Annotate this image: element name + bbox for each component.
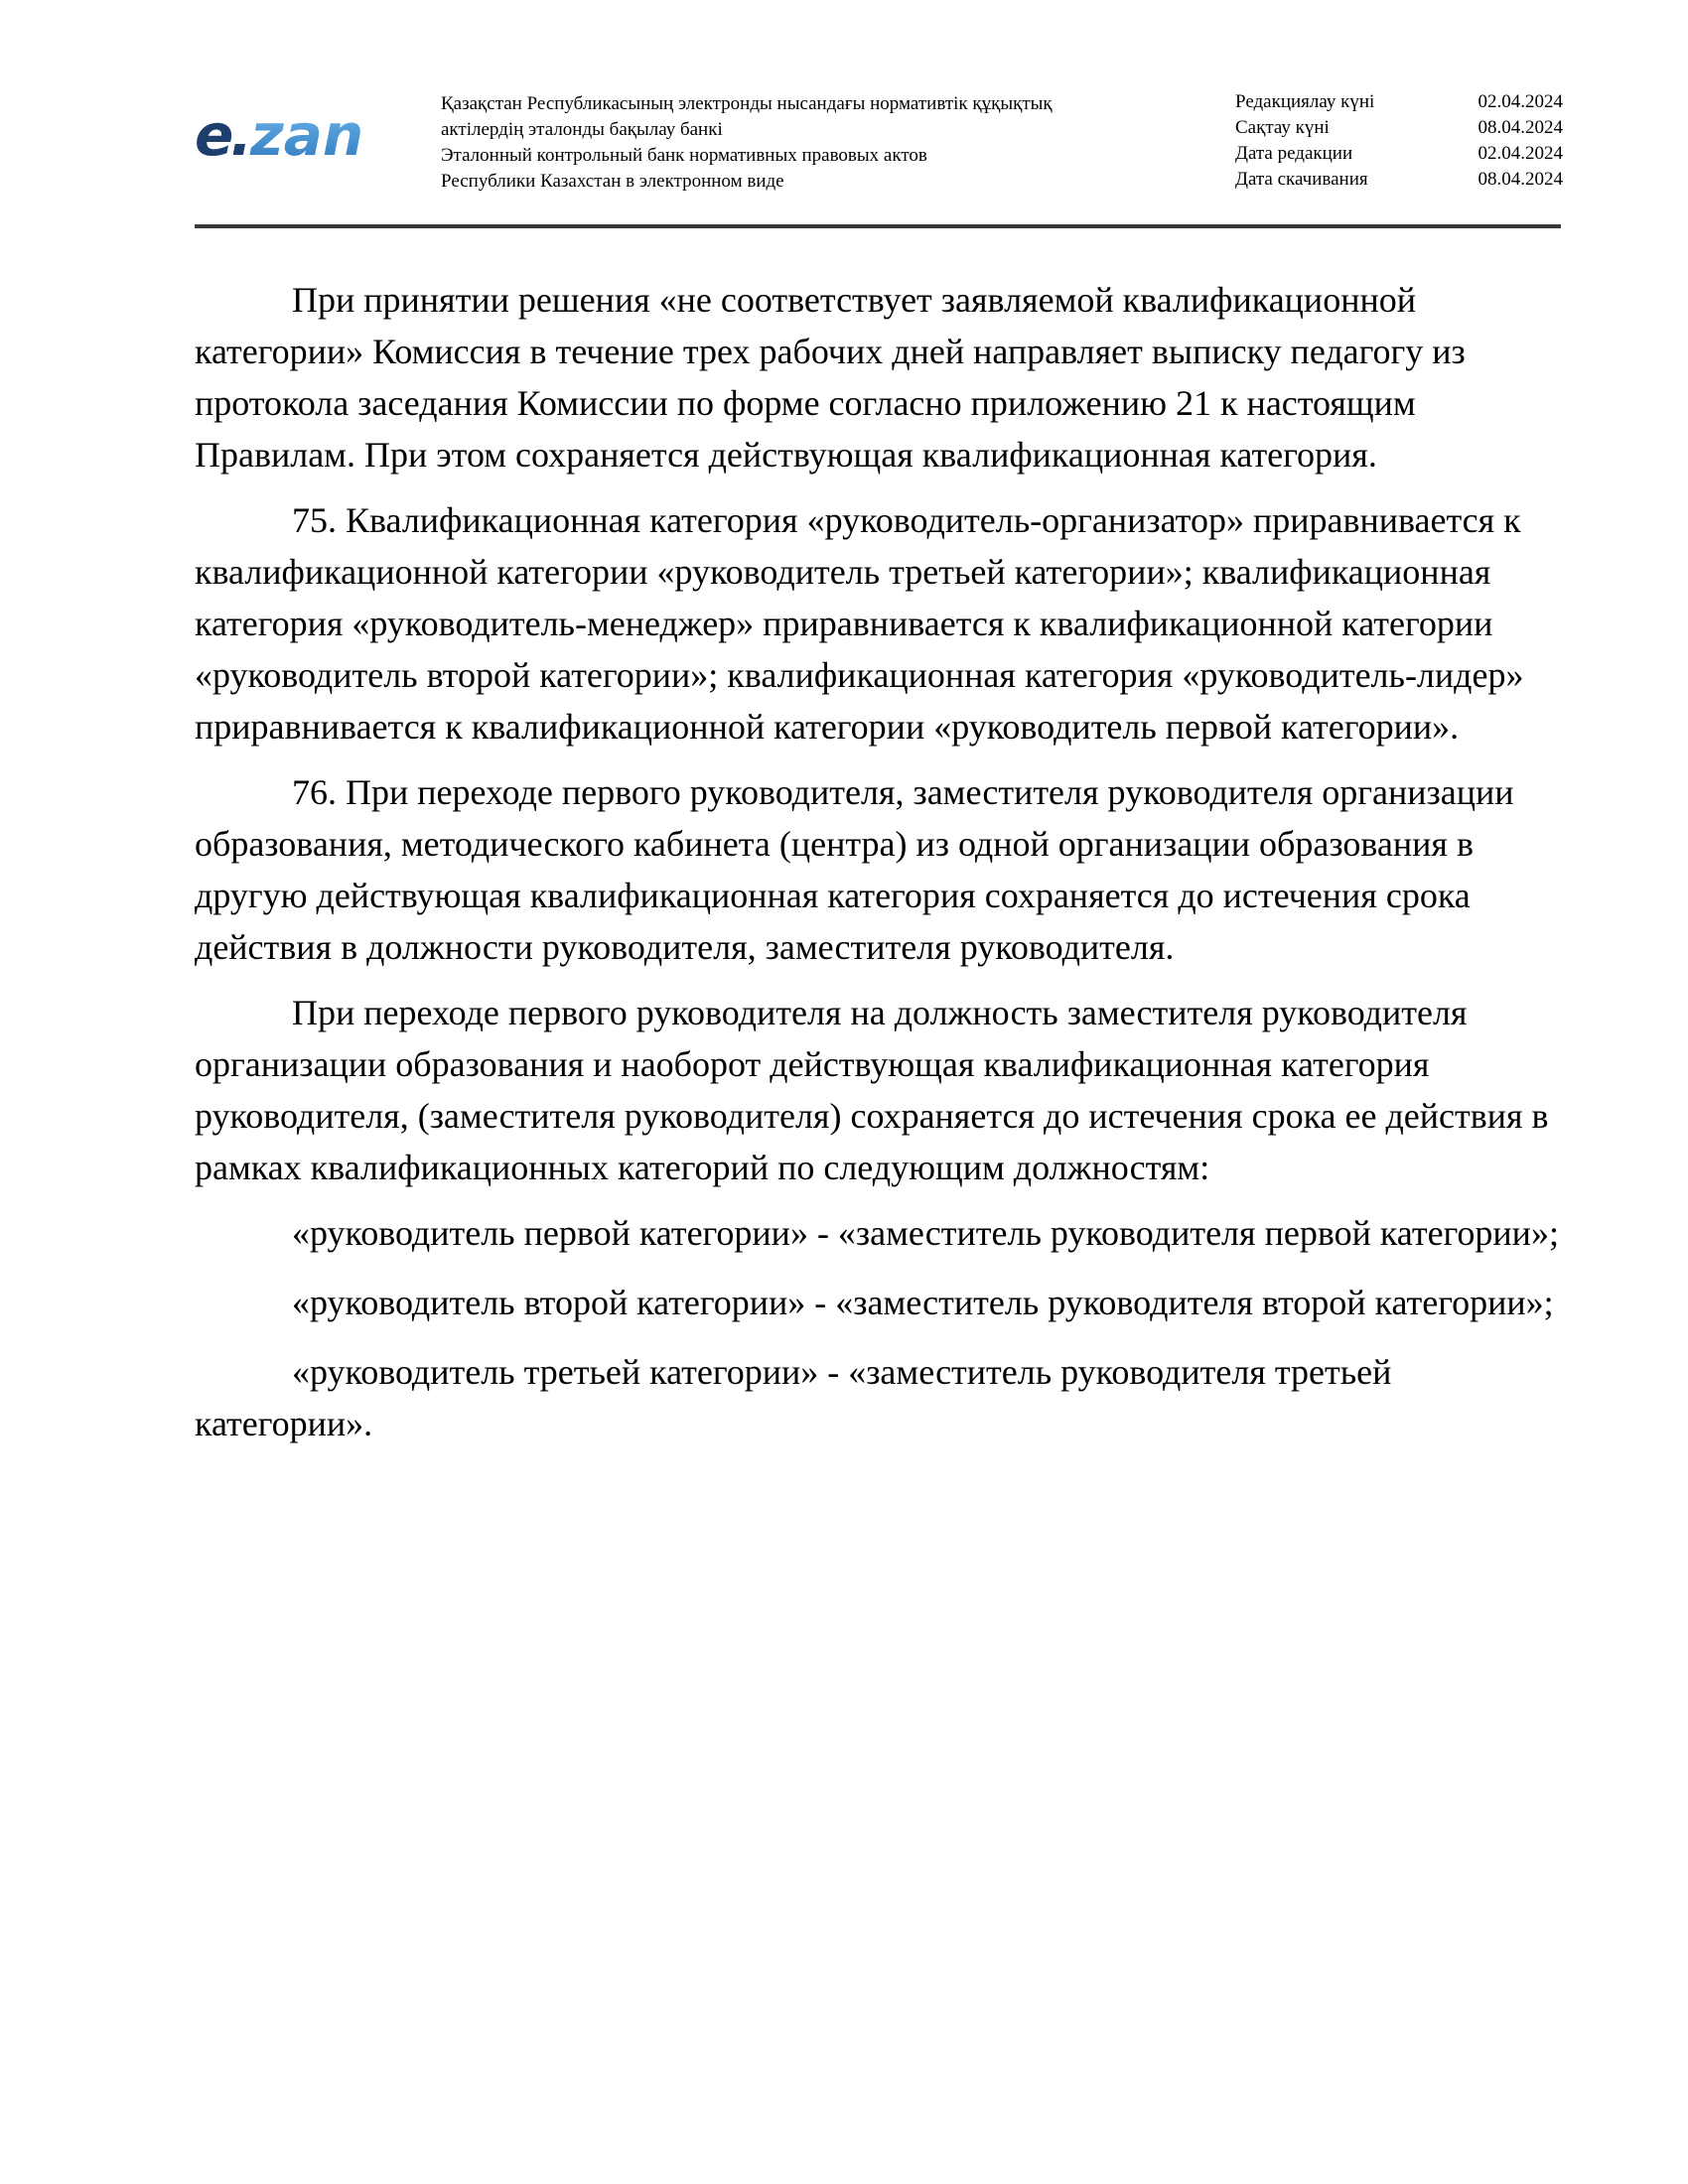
document-body xyxy=(195,274,1565,1467)
logo-e: e xyxy=(195,101,234,169)
list-item: «руководитель второй категории» - «заместитель руководителя второй категории»; xyxy=(292,1283,1554,1322)
meta-value: 08.04.2024 xyxy=(1477,117,1563,138)
meta-label: Сақтау күні xyxy=(1235,117,1330,138)
bank-title-line: Қазақстан Республикасының электронды нысандағы нормативтік құқықтық xyxy=(441,93,1053,114)
paragraph-75: 75. Квалификационная категория «руководитель-организатор» приравнивается к квалификационной категории «руководитель третьей категории»; квалификационная категория «руководитель-менеджер» приравнивается к квалификационной категории «руководитель второй категории»; квалификационная категория «руководитель-лидер» приравнивается к квалификационной категории «руководитель первой категории». xyxy=(195,500,1524,747)
bank-title xyxy=(441,91,1196,195)
paragraph-76: 76. При переходе первого руководителя, заместителя руководителя организации образования, методического кабинета (центра) из одной организации образования в другую действующая квалификационная категория сохраняется до истечения срока действия в должности руководителя, заместителя руководителя. xyxy=(195,772,1514,967)
paragraph: При переходе первого руководителя на должность заместителя руководителя организации образования и наоборот действующая квалификационная категория руководителя, (заместителя руководителя) сохраняется до истечения срока ее действия в рамках квалификационных категорий по следующим должностям: xyxy=(195,993,1549,1187)
meta-row-save-date-kz xyxy=(1235,115,1563,141)
logo-dot: . xyxy=(230,101,253,169)
list-item: «руководитель первой категории» - «заместитель руководителя первой категории»; xyxy=(292,1213,1559,1253)
meta-row-edit-date-kz xyxy=(1235,89,1563,115)
meta-row-edit-date-ru xyxy=(1235,141,1563,167)
meta-label: Редакциялау күні xyxy=(1235,91,1375,112)
document-header xyxy=(0,0,1688,230)
bank-title-line: актілердің эталонды бақылау банкі xyxy=(441,119,723,140)
meta-value: 02.04.2024 xyxy=(1477,143,1563,164)
ezan-logo xyxy=(195,97,389,171)
meta-value: 02.04.2024 xyxy=(1477,91,1563,112)
list-item: «руководитель третьей категории» - «заместитель руководителя третьей категории». xyxy=(195,1352,1392,1443)
bank-title-line: Республики Казахстан в электронном виде xyxy=(441,171,784,192)
meta-label: Дата редакции xyxy=(1235,143,1353,164)
header-divider xyxy=(195,224,1561,228)
meta-row-download-date-ru xyxy=(1235,167,1563,193)
bank-title-line: Эталонный контрольный банк нормативных правовых актов xyxy=(441,145,927,166)
logo-zan: zan xyxy=(250,101,364,169)
meta-label: Дата скачивания xyxy=(1235,169,1368,190)
ezan-logo-graphic xyxy=(195,97,389,171)
document-meta xyxy=(1235,89,1563,193)
paragraph: При принятии решения «не соответствует заявляемой квалификационной категории» Комиссия в течение трех рабочих дней направляет выписку педагогу из протокола заседания Комиссии по форме согласно приложению 21 к настоящим Правилам. При этом сохраняется действующая квалификационная категория. xyxy=(195,280,1466,475)
meta-value: 08.04.2024 xyxy=(1477,169,1563,190)
